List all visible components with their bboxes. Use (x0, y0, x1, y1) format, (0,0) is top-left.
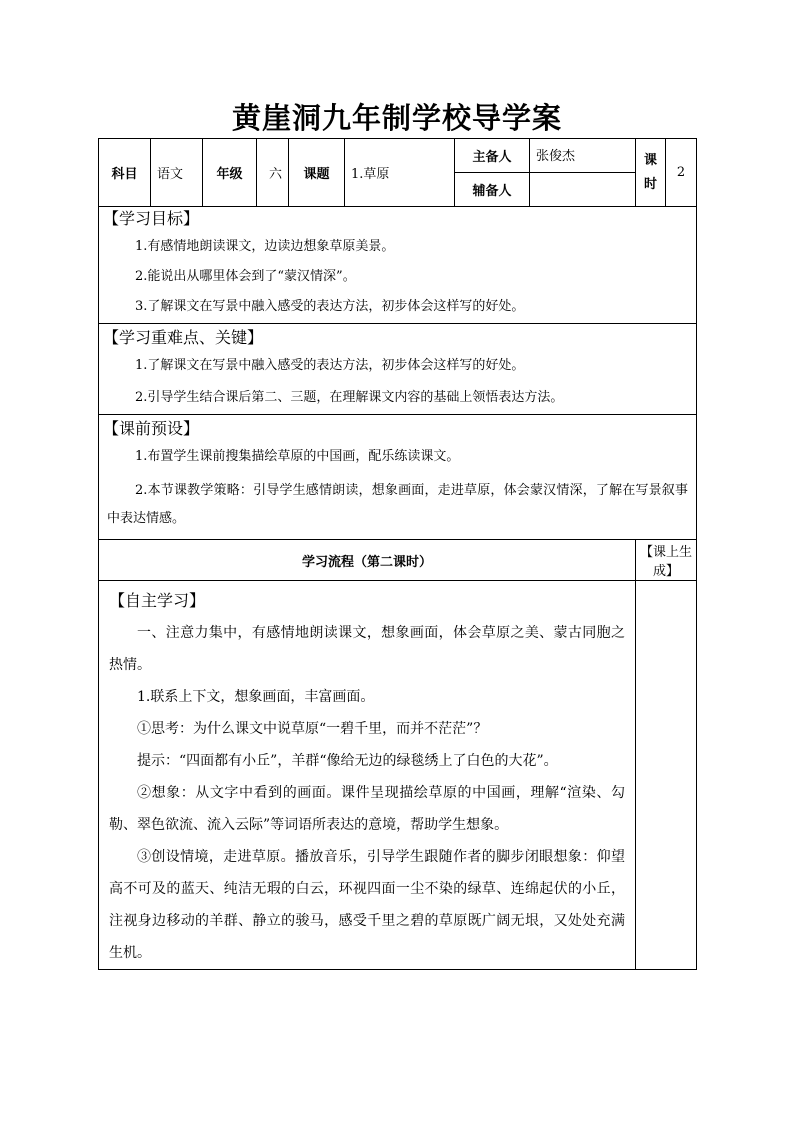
preset-item: 1.布置学生课前搜集描绘草原的中国画，配乐练读课文。 (135, 449, 460, 464)
period-value: 2 (666, 139, 697, 207)
flow-paragraph: ③创设情境，走进草原。播放音乐，引导学生跟随作者的脚步闭眼想象：仰望高不可及的蓝天、纯洁无瑕的白云，环视四面一尘不染的绿草、连绵起伏的小丘，注视身边移动的羊群、静立的骏马，感受千里之碧的草原既广阔无垠，又处处充满生机。 (109, 849, 625, 961)
subject-value: 语文 (151, 139, 203, 207)
flow-body (99, 581, 636, 970)
keypoint-item: 1.了解课文在写景中融入感受的表达方法，初步体会这样写的好处。 (135, 358, 525, 373)
flow-side-blank (636, 581, 697, 970)
flow-paragraph: 提示：“四面都有小丘”，羊群“像给无边的绿毯绣上了白色的大花”。 (137, 753, 558, 769)
period-label-line1: 课 (643, 152, 657, 168)
flow-title: 学习流程（第二课时） (99, 540, 636, 581)
goal-item: 2.能说出从哪里体会到了“蒙汉情深”。 (135, 269, 356, 284)
period-label (636, 139, 666, 207)
main-prep-label: 主备人 (455, 139, 530, 173)
keypoints-title: 【学习重难点、关键】 (103, 328, 264, 347)
presets-title: 【课前预设】 (103, 419, 200, 438)
self-study-title: 【自主学习】 (109, 591, 206, 610)
flow-side-title: 【课上生成】 (636, 540, 697, 581)
flow-paragraph: 一、注意力集中，有感情地朗读课文，想象画面，体会草原之美、蒙古同胞之热情。 (109, 625, 625, 673)
flow-paragraph: ②想象：从文字中看到的画面。课件呈现描绘草原的中国画，理解“渲染、勾勒、翠色欲流、流入云际”等词语所表达的意境，帮助学生想象。 (109, 785, 625, 833)
period-label-line2: 时 (643, 176, 657, 192)
goal-item: 1.有感情地朗读课文，边读边想象草原美景。 (135, 239, 395, 254)
flow-paragraph: ①思考：为什么课文中说草原“一碧千里，而并不茫茫”？ (137, 721, 488, 737)
preset-item: 2.本节课教学策略：引导学生感情朗读，想象画面，走进草原，体会蒙汉情深，了解在写景叙事中表达情感。 (107, 483, 688, 526)
goals-title: 【学习目标】 (103, 209, 200, 228)
goals-section (99, 207, 697, 324)
grade-label: 年级 (203, 139, 257, 207)
subject-label: 科目 (99, 139, 151, 207)
assist-prep-value (530, 173, 636, 207)
presets-section (99, 415, 697, 540)
flow-paragraph: 1.联系上下文，想象画面，丰富画面。 (137, 689, 375, 705)
keypoint-item: 2.引导学生结合课后第二、三题，在理解课文内容的基础上领悟表达方法。 (135, 390, 564, 405)
grade-value: 六 (257, 139, 289, 207)
lesson-plan-table (98, 138, 697, 970)
page-title: 黄崖洞九年制学校导学案 (231, 101, 562, 135)
goal-item: 3.了解课文在写景中融入感受的表达方法，初步体会这样写的好处。 (135, 299, 525, 314)
topic-label: 课题 (289, 139, 345, 207)
keypoints-section (99, 324, 697, 415)
assist-prep-label: 辅备人 (455, 173, 530, 207)
main-prep-value: 张俊杰 (530, 139, 636, 173)
topic-value: 1.草原 (345, 139, 455, 207)
